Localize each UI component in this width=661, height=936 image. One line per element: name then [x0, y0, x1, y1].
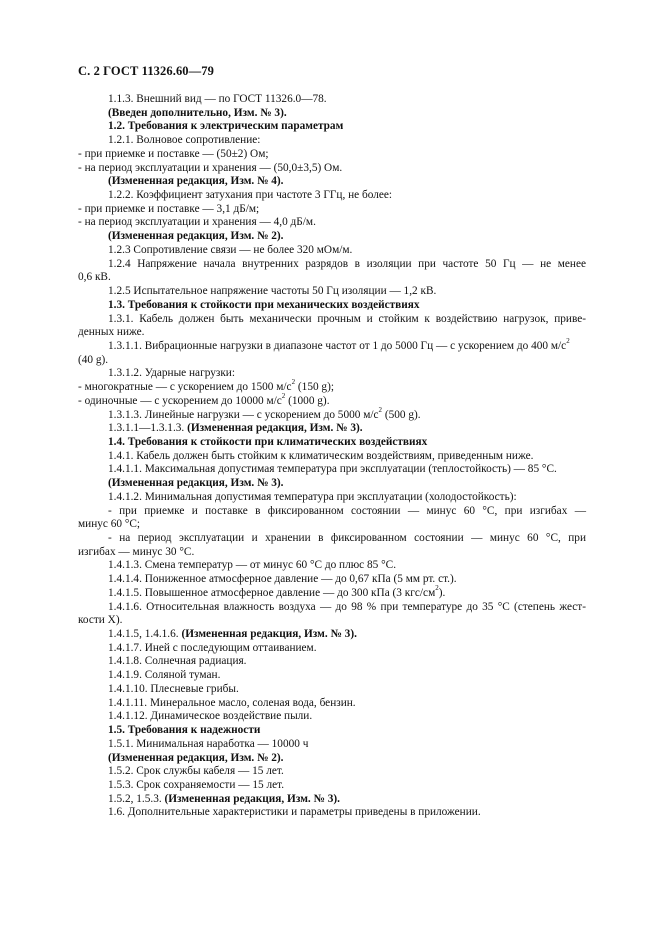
text-line — [78, 532, 586, 546]
line-text: (Измененная редакция, Изм. № 3). — [108, 477, 284, 490]
section-heading-line — [78, 107, 586, 121]
line-text: 1.3.1.1—1.3.1.3. — [108, 422, 188, 435]
text-line — [78, 203, 586, 217]
line-text: (Измененная редакция, Изм. № 4). — [108, 175, 284, 188]
line-text: 1.4.1. Кабель должен быть стойким к климатическим воздействиям, приведенным ниже. — [108, 449, 534, 462]
text-line — [78, 738, 586, 752]
text-line — [78, 518, 586, 532]
line-text: 1.4. Требования к стойкости при климатических воздействиях — [108, 435, 428, 448]
section-heading-line — [78, 752, 586, 766]
text-line — [78, 326, 586, 340]
text-line — [78, 378, 586, 395]
line-text: - одиночные — с ускорением до 10000 $м/с^2$ (1000 g). — [78, 392, 330, 407]
line-text: 1.4.1.4. Пониженное атмосферное давление — до 0,67 кПа (5 мм рт. ст.). — [108, 573, 457, 586]
line-text: денных ниже. — [78, 326, 145, 339]
text-line — [78, 313, 586, 327]
line-text: - многократные — с ускорением до 1500 $м/с^2$ (150 g); — [78, 378, 334, 394]
text-line — [78, 93, 586, 107]
line-text: 1.2.4 Напряжение начала внутренних разрядов в изоляции при частоте 50 Гц — не менее — [108, 257, 586, 270]
text-line — [78, 683, 586, 697]
line-text: 1.4.1.6. Относительная влажность воздуха — до 98 % при температуре до 35 °С (степень жест- — [108, 600, 586, 613]
line-text: 1.2.3 Сопротивление связи — не более 320 мОм/м. — [108, 243, 353, 256]
line-text: 1.4.1.7. Иней с последующим оттаиванием. — [108, 641, 317, 654]
line-text: 1.4.1.5. Повышенное атмосферное давление — до 300 кПа (3 кгс/$см^2$). — [108, 584, 446, 599]
line-text: 1.6. Дополнительные характеристики и параметры приведены в приложении. — [108, 806, 481, 819]
line-text: - на период эксплуатации и хранения — (50,0±3,5) Ом. — [78, 161, 343, 174]
line-text: (40 g). — [78, 353, 109, 366]
text-line — [78, 285, 586, 299]
line-text: минус 60 °С; — [78, 518, 141, 531]
text-line — [78, 463, 586, 477]
text-line — [78, 573, 586, 587]
line-text: - при приемке и поставке — (50±2) Ом; — [78, 147, 269, 160]
page-header: С. 2 ГОСТ 11326.60—79 — [78, 64, 214, 78]
line-text: 1.4.1.5, 1.4.1.6. — [108, 628, 182, 641]
section-heading-line — [78, 175, 586, 189]
line-text: 1.3.1.1. Вибрационные нагрузки в диапазоне частот от 1 до 5000 Гц — с ускорением до 400 $м/с^2$ — [108, 337, 570, 352]
line-text: изгибах — минус 30 °С. — [78, 545, 195, 558]
text-line — [78, 134, 586, 148]
line-text: 1.4.1.11. Минеральное масло, соленая вода, бензин. — [108, 696, 356, 709]
section-heading-line — [78, 724, 586, 738]
line-text: 1.3.1.2. Ударные нагрузки: — [108, 367, 235, 380]
line-text: 1.5.3. Срок сохраняемости — 15 лет. — [108, 778, 285, 791]
line-text: 1.4.1.1. Максимальная допустимая температура при эксплуатации (теплостойкость) — 85 °С. — [108, 463, 557, 476]
line-text: 0,6 кВ. — [78, 271, 111, 284]
text-line — [78, 806, 586, 820]
text-line — [78, 697, 586, 711]
line-text: (Измененная редакция, Изм. № 2). — [108, 751, 284, 764]
line-text: 1.3.1. Кабель должен быть механически прочным и стойким к воздействию нагрузок, приве- — [108, 312, 586, 325]
line-text: - на период эксплуатации и хранения — 4,0 дБ/м. — [78, 216, 316, 229]
text-line — [78, 216, 586, 230]
line-text: 1.5. Требования к надежности — [108, 724, 261, 737]
text-line — [78, 491, 586, 505]
text-line — [78, 405, 586, 423]
text-line — [78, 559, 586, 573]
text-line — [78, 271, 586, 285]
text-line — [78, 367, 586, 381]
text-line — [78, 337, 586, 354]
text-line — [78, 669, 586, 683]
section-heading-line — [78, 120, 586, 134]
line-text: 1.2.5 Испытательное напряжение частоты 50 Гц изоляции — 1,2 кВ. — [108, 285, 437, 298]
text-line — [78, 779, 586, 793]
text-line — [78, 422, 586, 436]
line-text: 1.4.1.8. Солнечная радиация. — [108, 655, 247, 668]
line-text: - при приемке и поставке в фиксированном состоянии — минус 60 °С, при изгибах — — [108, 504, 586, 517]
section-heading-line — [78, 230, 586, 244]
line-text: 1.4.1.3. Смена температур — от минус 60 °С до плюс 85 °С. — [108, 559, 397, 572]
line-text: 1.4.1.12. Динамическое воздействие пыли. — [108, 710, 313, 723]
text-line — [78, 505, 586, 519]
text-line — [78, 765, 586, 779]
line-text: 1.4.1.2. Минимальная допустимая температура при эксплуатации (холодостойкость): — [108, 490, 517, 503]
line-text: 1.4.1.9. Соляной туман. — [108, 669, 221, 682]
text-line — [78, 614, 586, 628]
text-line — [78, 354, 586, 368]
text-line — [78, 392, 586, 409]
text-line — [78, 546, 586, 560]
text-line — [78, 148, 586, 162]
line-text: 1.5.2. Срок службы кабеля — 15 лет. — [108, 765, 284, 778]
text-line — [78, 244, 586, 258]
line-text: 1.2.2. Коэффициент затухания при частоте 3 ГГц, не более: — [108, 189, 393, 202]
line-text: 1.3. Требования к стойкости при механических воздействиях — [108, 298, 420, 311]
line-text: (Введен дополнительно, Изм. № 3). — [108, 106, 287, 119]
document-body — [78, 93, 586, 820]
text-line — [78, 450, 586, 464]
text-line — [78, 642, 586, 656]
line-text: 1.2.1. Волновое сопротивление: — [108, 134, 261, 147]
text-line — [78, 655, 586, 669]
text-line — [78, 258, 586, 272]
line-text: 1.4.1.10. Плесневые грибы. — [108, 682, 239, 695]
line-text: 1.1.3. Внешний вид — по ГОСТ 11326.0—78. — [108, 93, 327, 105]
amendment-note: (Измененная редакция, Изм. № 3). — [164, 792, 340, 805]
line-text: - при приемке и поставке — 3,1 дБ/м; — [78, 202, 260, 215]
line-text: - на период эксплуатации и хранении в фиксированном состоянии — минус 60 °С, при — [108, 532, 586, 544]
line-text: кости X). — [78, 614, 123, 627]
amendment-note: (Измененная редакция, Изм. № 3). — [181, 628, 357, 641]
text-line — [78, 628, 586, 642]
amendment-note: (Измененная редакция, Изм. № 3). — [187, 422, 363, 435]
section-heading-line — [78, 477, 586, 491]
line-text: 1.2. Требования к электрическим параметрам — [108, 120, 344, 133]
line-text: 1.3.1.3. Линейные нагрузки — с ускорением до 5000 $м/с^2$ (500 g). — [108, 405, 421, 421]
line-text: 1.5.2, 1.5.3. — [108, 792, 165, 805]
text-line — [78, 189, 586, 203]
line-text: (Измененная редакция, Изм. № 2). — [108, 230, 284, 243]
text-line — [78, 162, 586, 176]
line-text: 1.5.1. Минимальная наработка — 10000 ч — [108, 737, 309, 750]
text-line — [78, 601, 586, 615]
section-heading-line — [78, 299, 586, 313]
text-line — [78, 793, 586, 807]
section-heading-line — [78, 436, 586, 450]
text-line — [78, 584, 586, 601]
text-line — [78, 710, 586, 724]
